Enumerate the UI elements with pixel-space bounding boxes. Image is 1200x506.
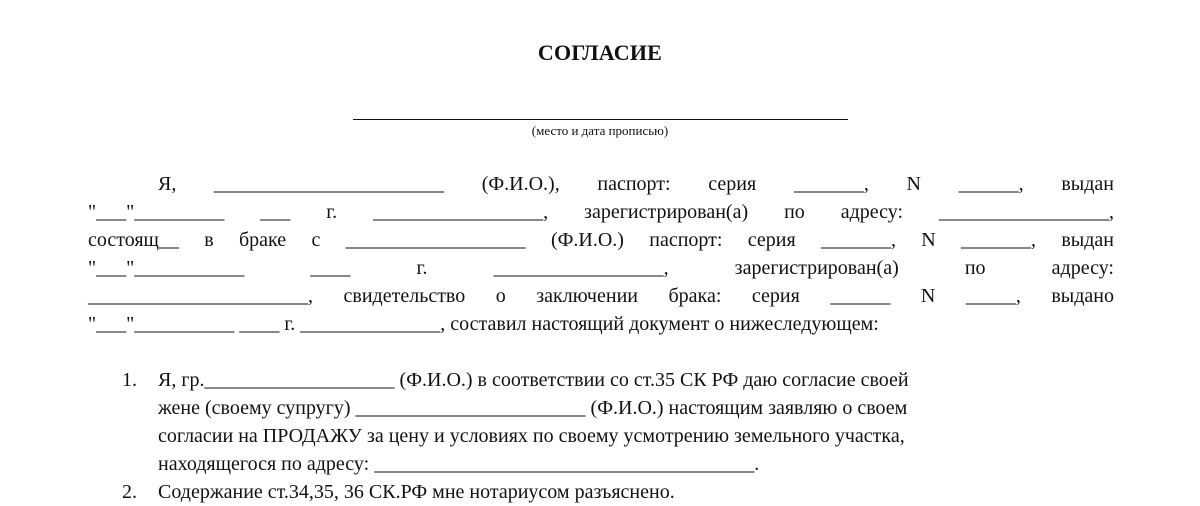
intro-line-1: Я, _______________________ (Ф.И.О.), паспорт: серия _______, N ______, выдан <box>158 173 1114 195</box>
intro-line-3: состоящ__ в браке с __________________ (Ф.И.О.) паспорт: серия _______, N _______, выдан <box>88 229 1114 251</box>
list-item-number: 1. <box>122 369 137 391</box>
list-item-1-line-4: находящегося по адресу: ______________________________________. <box>158 453 760 475</box>
list-item-1-line-1: Я, гр.___________________ (Ф.И.О.) в соответствии со ст.35 СК РФ даю согласие своей <box>158 369 909 391</box>
document-title: СОГЛАСИЕ <box>537 40 663 65</box>
list-item-1-line-3: согласии на ПРОДАЖУ за цену и условиях по своему усмотрению земельного участка, <box>158 425 905 447</box>
intro-line-5: ______________________, свидетельство о заключении брака: серия ______ N _____, выдано <box>88 285 1114 307</box>
intro-line-6: "___"__________ ____ г. ______________, составил настоящий документ о нижеследующем: <box>88 313 879 335</box>
list-item-1-line-2: жене (своему супругу) _______________________ (Ф.И.О.) настоящим заявляю о своем <box>158 397 908 419</box>
intro-line-2: "___"_________ ___ г. _________________, зарегистрирован(а) по адресу: _________________, <box>88 201 1114 223</box>
place-date-blank-line <box>353 119 848 120</box>
list-item-number: 2. <box>122 481 137 503</box>
list-item-2-line-1: Содержание ст.34,35, 36 СК.РФ мне нотариусом разъяснено. <box>158 481 675 503</box>
intro-line-4: "___"___________ ____ г. _________________, зарегистрирован(а) по адресу: <box>88 257 1114 279</box>
place-date-caption: (место и дата прописью) <box>531 123 669 138</box>
